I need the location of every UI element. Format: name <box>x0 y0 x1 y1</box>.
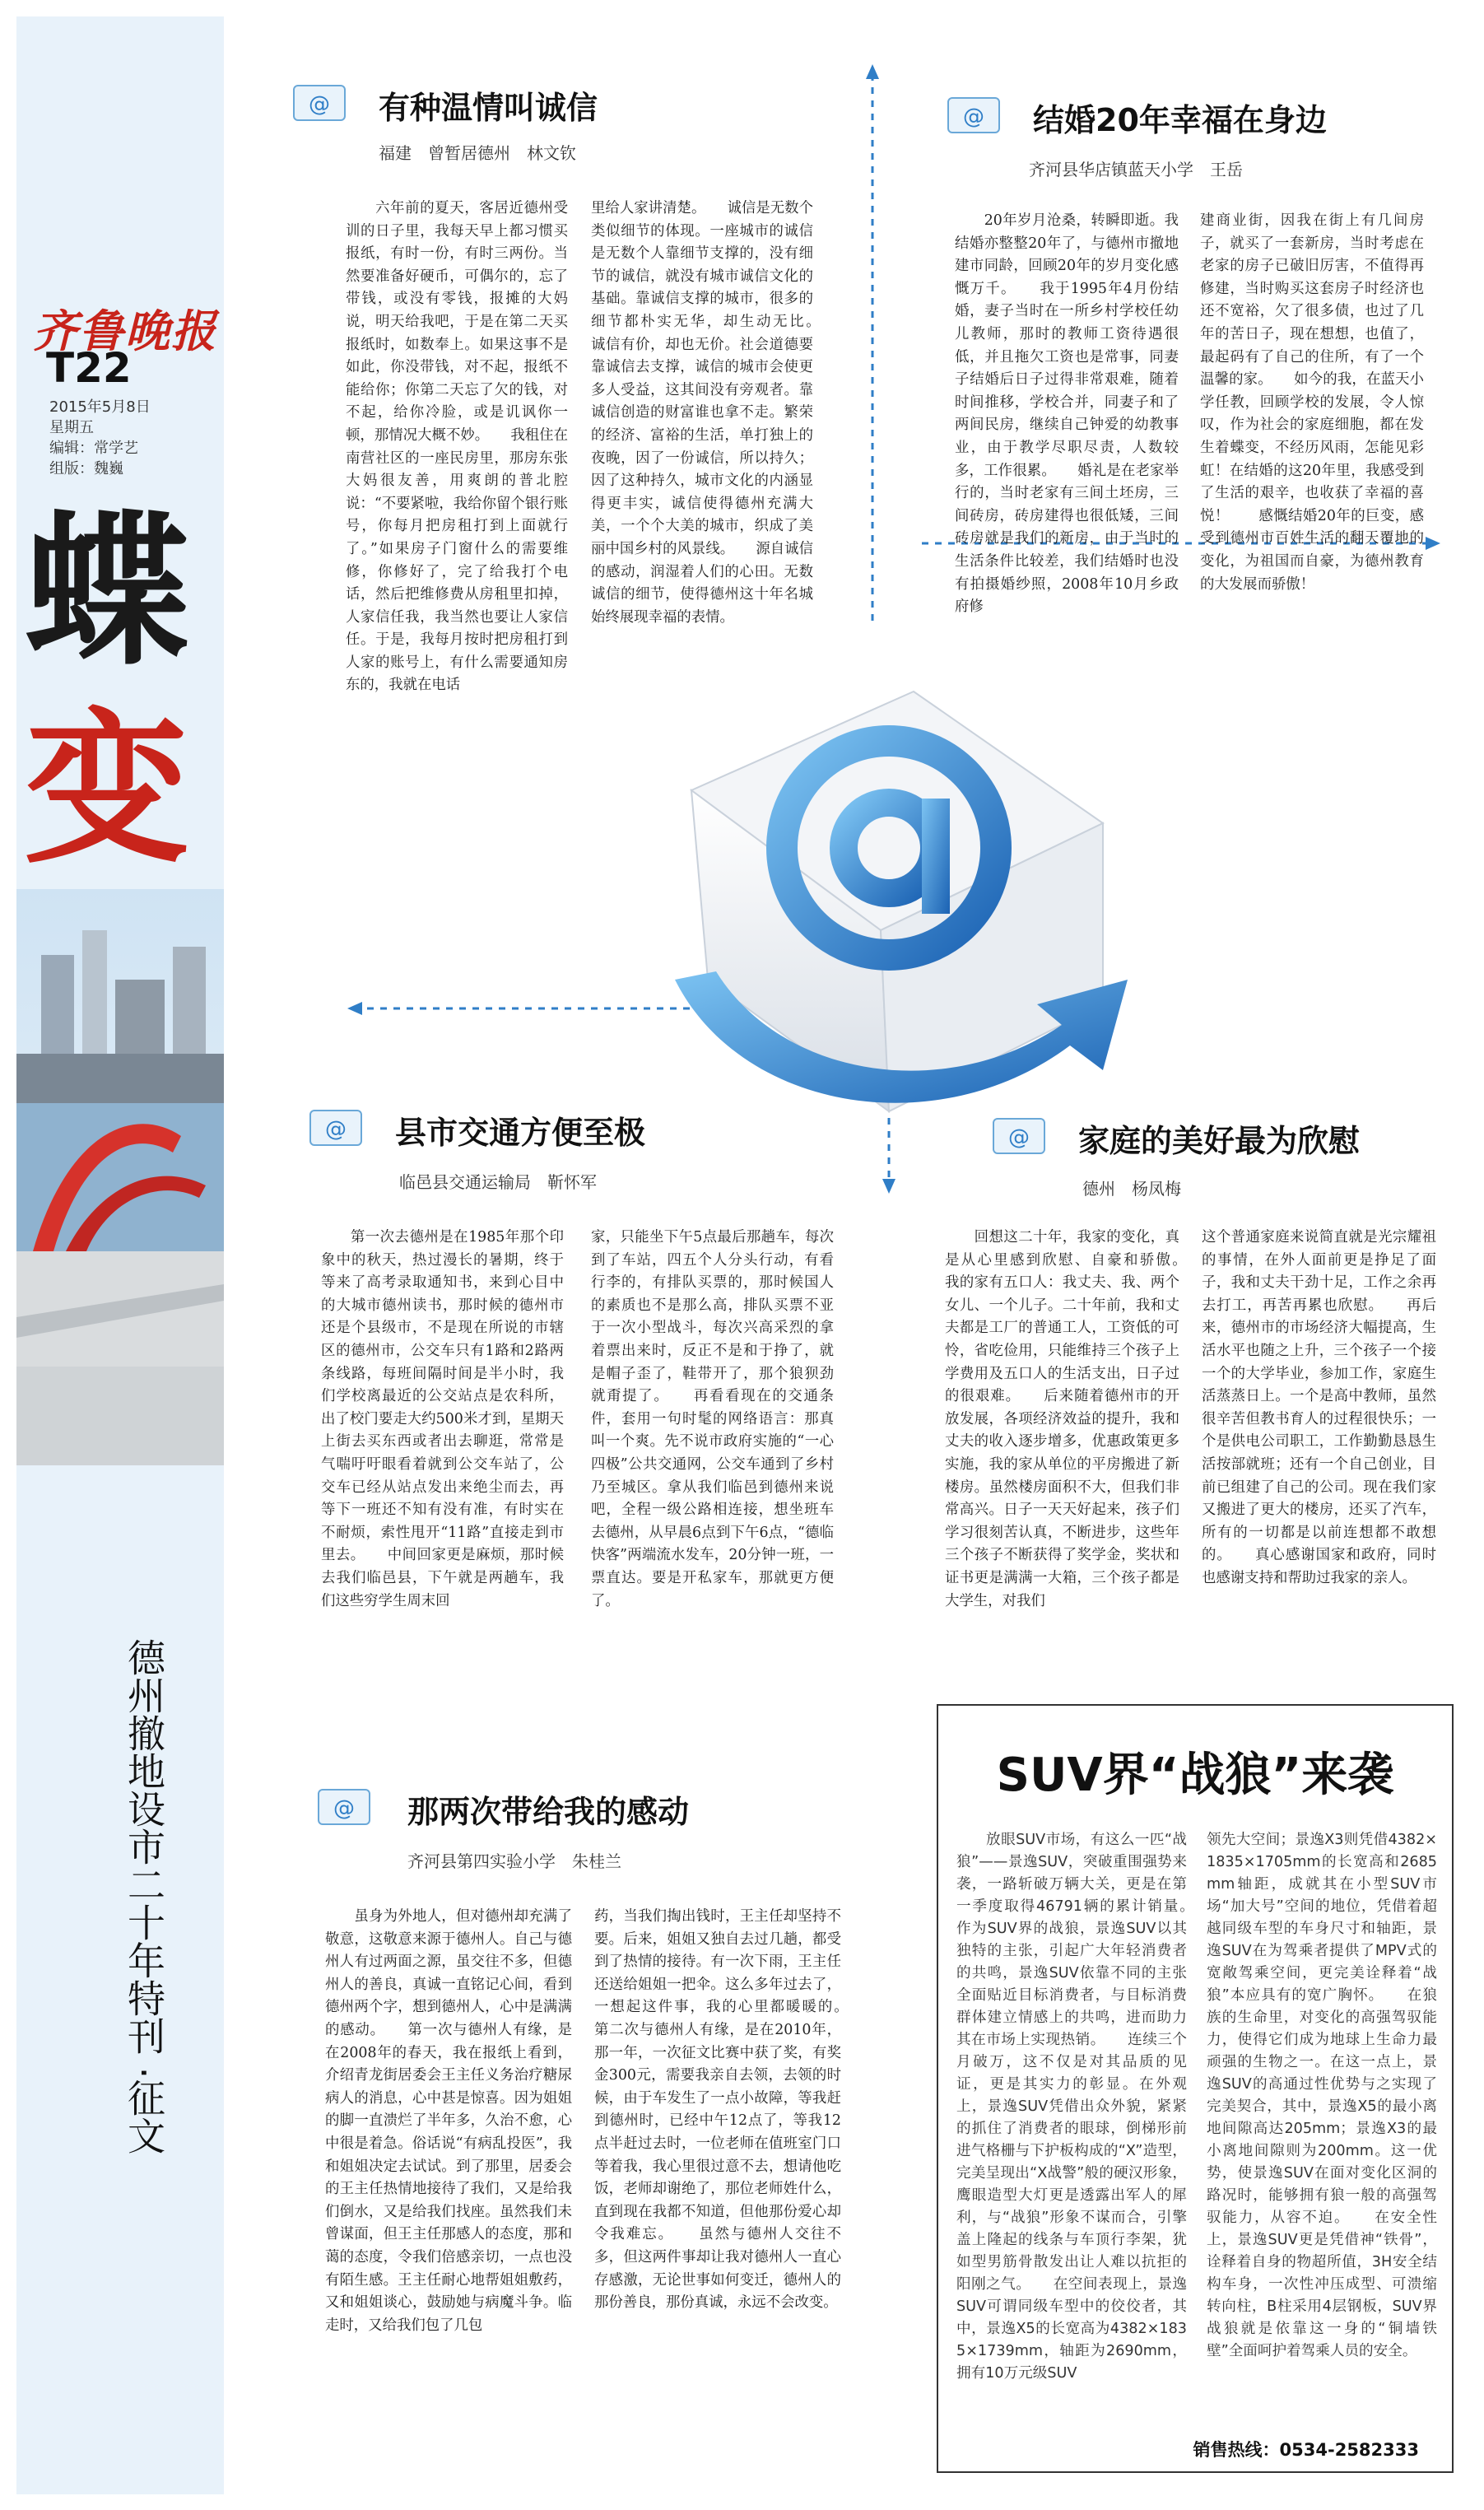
ad-hotline: 销售热线：0534-2582333 <box>1193 2440 1419 2460</box>
article-4-column-1: 回想这二十年，我家的变化，真是从心里感到欣慰、自豪和骄傲。 我的家有五口人：我丈夫、我、两个女儿、一个儿子。二十年前，我和丈夫都是工厂的普通工人，工资低的可怜，省吃俭用，只能维持三个孩子上学费用及五口人的生活支出，日子过的很艰难。 后来随着德州市的开放发展，各项经济效益的提升，我和丈夫的收入逐步增多，优惠政策更多实施，我的家从单位的平房搬进了新楼房。虽然楼房面积不大，但我们非常高兴。日子一天天好起来，孩子们学习很刻苦认真，不断进步，这些年三个孩子不断获得了奖学金，奖状和证书更是满满一大箱，三个孩子都是大学生，对我们 <box>945 1229 1208 1609</box>
article-3-byline: 临邑县交通运输局 靳怀军 <box>399 1172 597 1192</box>
article-2-byline: 齐河县华店镇蓝天小学 王岳 <box>1029 160 1243 179</box>
email-icon <box>947 95 1001 136</box>
theme-char-1: 蝶 <box>25 496 190 688</box>
svg-text:@: @ <box>1008 1125 1030 1150</box>
article-1-title: 有种温情叫诚信 <box>379 90 598 126</box>
issue-date: 2015年5月8日 <box>49 398 151 416</box>
article-4-title: 家庭的美好最为欣慰 <box>1078 1123 1361 1159</box>
article-5-title: 那两次带给我的感动 <box>407 1794 690 1830</box>
article-1-column-2: 里给人家讲清楚。 诚信是无数个类似细节的体现。一座城市的诚信是无数个人靠细节支撑的，没有细节的诚信，就没有城市诚信文化的基础。靠诚信支撑的城市，很多的细节都朴实无华，却生动无比。 诚信有价，却也无价。社会道德要靠诚信去支撑，诚信的城市会使更多人受益，这其间没有旁观者。靠诚信创造的财富谁也拿不走。繁荣的经济、富裕的生活，单打独上的夜晚，因了一份诚信，所以持久；因了这种持久，城市文化的内涵显得更丰实，诚信使得德州充满大美，一个个大美的城市，织成了美丽中国乡村的风景线。 源自诚信的感动，润湿着人们的心田。无数诚信的细节，使得德州这十年名城始终展现幸福的表情。 <box>591 200 842 626</box>
article-3-column-2: 家，只能坐下午5点最后那趟车，每次到了车站，四五个人分头行动，有看行李的，有排队买票的，那时候国人的素质也不是那么高，排队买票不亚于一次小型战斗，每次兴高采烈的拿着票出来时，反正不是和于挣了，就是帽子歪了，鞋带开了，那个狼狈劲就甭提了。 再看看现在的交通条件，套用一句时髦的网络语言：那真叫一个爽。先不说市政府实施的“一心四极”公共交通网，公交车通到了乡村乃至城区。拿从我们临邑到德州来说吧，全程一级公路相连接，想坐班车去德州，从早晨6点到下午6点，“德临快客”两端流水发车，20分钟一班，一票直达。要是开私家车，那就更方便了。 <box>591 1229 834 1609</box>
city-photo <box>16 889 224 1465</box>
article-5-column-1: 虽身为外地人，但对德州却充满了敬意，这敬意来源于德州人。自己与德州人有过两面之源，虽交往不多，但德州人的善良，真诚一直铭记心间，看到德州两个字，想到德州人，心中是满满的感动。 第一次与德州人有缘，是在2008年的春天，我在报纸上看到，介绍青龙街居委会王主任义务治疗糖尿病人的消息，心中甚是惊喜。因为姐姐的脚一直溃烂了半年多，久治不愈，心中很是着急。俗话说“有病乱投医”，我和姐姐决定去试试。到了那里，居委会的王主任热情地接待了我们，又是给我们倒水，又是给我们找座。虽然我们未曾谋面，但王主任那感人的态度，那和蔼的态度，令我们倍感亲切，一点也没有陌生感。王主任耐心地帮姐姐敷药，又和姐姐谈心，鼓励她与病魔斗争。临走时，又给我们包了几包 <box>325 1908 572 2334</box>
article-5-column-2: 药，当我们掏出钱时，王主任却坚持不要。后来，姐姐又独自去过几趟，都受到了热情的接待。有一次下雨，王主任还送给姐姐一把伞。这么多年过去了，一想起这件事，我的心里都暖暖的。 第二次与德州人有缘，是在2010年，那一年，一次征文比赛中获了奖，有奖金300元，需要我亲自去领，去领的时候，由于车发生了一点小故障，等我赶到德州时，已经中午12点了，等我12点半赶过去时，一位老师在值班室门口等着我，我心里很过意不去，想请他吃饭，老师却谢绝了，那位老师姓什么，直到现在我都不知道，但他那份爱心却令我难忘。 虽然与德州人交往不多，但这两件事却让我对德州人一直心存感激，无论世事如何变迁，德州人的那份善良，那份真诚，永远不会改变。 <box>594 1908 870 2312</box>
issue-weekday: 星期五 <box>49 419 94 436</box>
svg-text:@: @ <box>333 1796 355 1821</box>
email-icon <box>292 82 347 123</box>
article-3-column-1: 第一次去德州是在1985年那个印象中的秋天，热过漫长的暑期，终于等来了高考录取通知书，来到心目中的大城市德州读书，那时候的德州市还是个县级市，不是现在所说的市辖区的德州市，公交车只有1路和2路两条线路，每班间隔时间是半小时，我们学校离最近的公交站点是农科所，出了校门要走大约500米才到，星期天上街去买东西或者出去聊逛，常常是气喘吁吁眼看着就到公交车站了，公交车已经从站点发出来绝尘而去，再等下一班还不知有没有准，有时实在不耐烦，索性甩开“11路”直接走到市里去。 中间回家更是麻烦，那时候去我们临邑县，下午就是两趟车，我们这些穷学生周末回 <box>321 1229 564 1609</box>
masthead-logo: 齐鲁晚报 <box>33 305 217 357</box>
svg-text:@: @ <box>325 1117 347 1142</box>
ad-column-1: 放眼SUV市场，有这么一匹“战狼”——景逸SUV，突破重围强势来袭，一路斩破万辆大关，更是在第一季度取得46791辆的累计销量。 作为SUV界的战狼，景逸SUV以其独特的主张，引起广大年轻消费者的共鸣，景逸SUV依靠不同的主张全面贴近目标消费者，与目标消费群体建立情感上的共鸣，进而助力其在市场上实现热销。 连续三个月破万，这不仅是对其品质的见证，更是其实力的彰显。在外观上，景逸SUV凭借出众外貌，紧紧的抓住了消费者的眼球，倒梯形前进气格栅与下护板构成的“X”造型，完美呈现出“X战警”般的硬汉形象，鹰眼造型大灯更是透露出军人的犀利，与“战狼”形象不谋而合，引擎盖上隆起的线条与车顶行李架，犹如型男筋骨散发出让人难以抗拒的阳刚之气。 在空间表现上，景逸SUV可谓同级车型中的佼佼者，其中，景逸X5的长宽高为4382×1835×1739mm，轴距为2690mm，拥有10万元级SUV <box>956 1832 1202 2382</box>
theme-char-2: 变 <box>25 694 190 886</box>
svg-text:@: @ <box>963 105 984 129</box>
article-3-title: 县市交通方便至极 <box>395 1115 646 1151</box>
article-4-column-2: 这个普通家庭来说简直就是光宗耀祖的事情，在外人面前更是挣足了面子，我和丈夫干劲十足，工作之余再去打工，再苦再累也欣慰。 再后来，德州市的市场经济大幅提高，生活水平也随之上升，三个孩子一个接一个的大学毕业，参加工作，家庭生活蒸蒸日上。一个是高中教师，虽然很辛苦但教书育人的过程很快乐；一个是供电公司职工，工作勤勤恳恳生活按部就班；还有一个自己创业，目前已组建了自己的公司。现在我们家又搬进了更大的楼房，还买了汽车，所有的一切都是以前连想都不敢想的。 真心感谢国家和政府，同时也感谢支持和帮助过我家的亲人。 <box>1202 1229 1436 1586</box>
article-4-byline: 德州 杨凤梅 <box>1082 1179 1181 1199</box>
article-2-title: 结婚20年幸福在身边 <box>1033 102 1327 138</box>
svg-text:@: @ <box>309 92 330 117</box>
suv-advertisement <box>937 1704 1454 2473</box>
email-icon <box>992 1115 1046 1157</box>
article-5-byline: 齐河县第四实验小学 朱桂兰 <box>407 1851 621 1871</box>
ad-title: SUV界“战狼”来袭 <box>996 1749 1394 1802</box>
article-2-column-1: 20年岁月沧桑，转瞬即逝。我结婚亦整整20年了，与德州市撤地建市同龄，回顾20年的岁月变化感慨万千。 我于1995年4月份结婚，妻子当时在一所乡村学校任幼儿教师，那时的教师工资待遇很低，并且拖欠工资也是常事，同妻子结婚后日子过得非常艰难，随着时间推移，学校合并，同妻子和了两间民房，继续自己钟爱的幼教事业，由于教学尽职尽责，人数较多，工作很累。 婚礼是在老家举行的，当时老家有三间土坯房，三间砖房，砖房建得也很低矮，三间砖房就是我们的新房，由于当时的生活条件比较差，我们结婚时也没有拍摄婚纱照，2008年10月乡政府修 <box>955 212 1179 616</box>
article-2-column-2: 建商业街，因我在街上有几间房子，就买了一套新房，当时考虑在老家的房子已破旧厉害，不值得再修建，当时购买这套房子时经济也还不宽裕，欠了很多债，也过了几年的苦日子，现在想想，也值了，最起码有了自己的住所，有了一个温馨的家。 如今的我，在蓝天小学任教，回顾学校的发展，令人惊叹，作为社会的家庭细胞，都在发生着蝶变，不经历风雨，怎能见彩虹！在结婚的这20年里，我感受到了生活的艰辛，也收获了幸福的喜悦！ 感慨结婚20年的巨变，感受到德州市百姓生活的翻天覆地的变化，为祖国而自豪，为德州教育的大发展而骄傲！ <box>1200 212 1424 593</box>
designer-credit: 组版：魏巍 <box>49 460 123 477</box>
email-icon <box>309 1107 363 1148</box>
article-1-byline: 福建 曾暂居德州 林文钦 <box>379 143 576 163</box>
email-icon <box>317 1786 371 1828</box>
ad-column-2: 领先大空间；景逸X3则凭借4382×1835×1705mm的长宽高和2685mm轴距，成就其在小型SUV市场“加大号”空间的地位，凭借着超越同级车型的车身尺寸和轴距，景逸SUV在为驾乘者提供了MPV式的宽敞驾乘空间，更完美诠释着“战狼”本应具有的宽广胸怀。 在狼族的生命里，对变化的高强驾驭能力，使得它们成为地球上生命力最顽强的生物之一。在这一点上，景逸SUV的高通过性优势与之实现了完美契合，其中，景逸X5的最小离地间隙高达205mm；景逸X3的最小离地间隙则为200mm。这一优势，使景逸SUV在面对变化区洞的路况时，能够拥有狼一般的高强驾驭能力，从容不迫。 在安全性上，景逸SUV更是凭借神“铁骨”，诠释着自身的物超所值，3H安全结构车身，一次性冲压成型、可溃缩转向柱，B柱采用4层钢板，SUV界战狼就是依靠这一身的“铜墙铁壁”全面呵护着驾乘人员的安全。 <box>1207 1832 1437 2359</box>
page-number: T22 <box>46 344 132 392</box>
article-1-column-1: 六年前的夏天，客居近德州受训的日子里，我每天早上都习惯买报纸，有时一份，有时三两份。当然要准备好硬币，可偶尔的，忘了带钱，或没有零钱，报摊的大妈说，明天给我吧，于是在第二天买报纸时，如数奉上。如果这事不是如此，你没带钱，对不起，报纸不能给你；你第二天忘了欠的钱，对不起，给你冷脸，或是讥讽你一顿，那情况大概不妙。 我租住在南营社区的一座民房里，那房东张大妈很友善，用爽朗的普北腔说：“不要紧啦，我给你留个银行账号，你每月把房租打到上面就行了。”如果房子门窗什么的需要维修，你修好了，完了给我打个电话，然后把维修费从房租里扣掉，人家信任我，我当然也要让人家信任。于是，我每月按时把房租打到人家的账号上，有什么需要通知房东的，我就在电话 <box>346 200 568 694</box>
at-envelope-graphic <box>642 683 1152 1161</box>
special-issue-title: 德州撤地设市二十年特刊 ·征文 <box>122 1638 166 2155</box>
editor-credit: 编辑：常学艺 <box>49 440 138 457</box>
